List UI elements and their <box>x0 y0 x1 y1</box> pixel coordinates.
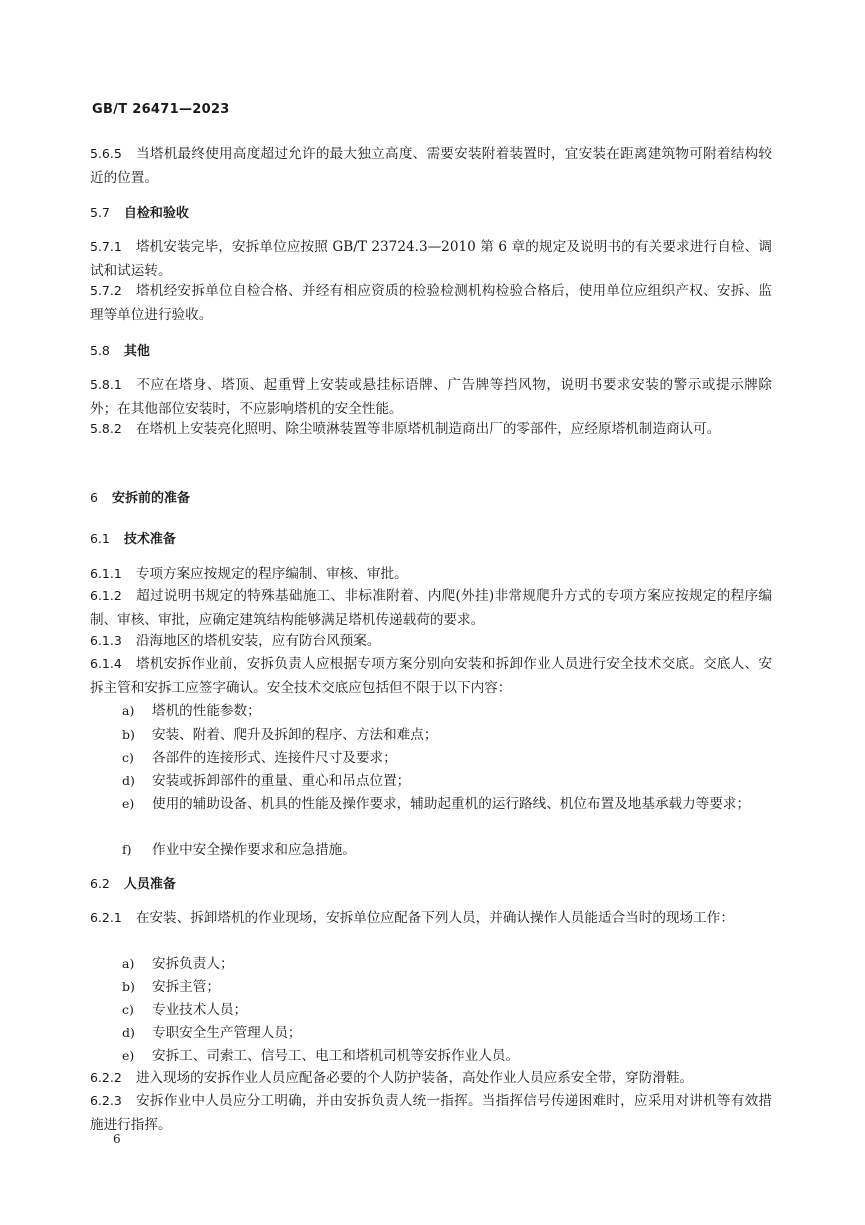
clause-number: 6.1.1 <box>90 566 122 581</box>
standard-number: GB/T 26471—2023 <box>92 102 230 117</box>
clause-number: 5.7.2 <box>90 283 122 298</box>
clause-number: 6.1.2 <box>90 588 122 603</box>
list-marker: e) <box>122 796 135 811</box>
clause-6-1-1 <box>90 562 772 586</box>
heading-6-2 <box>90 872 772 897</box>
list-text: 安装或拆卸部件的重量、重心和吊点位置； <box>152 773 411 789</box>
list-marker: a) <box>122 956 135 971</box>
list-item <box>122 792 772 816</box>
heading-title: 其他 <box>123 344 150 359</box>
clause-5-7-2 <box>90 279 772 327</box>
clause-6-2-1 <box>90 906 772 930</box>
clause-text: 超过说明书规定的特殊基础施工、非标准附着、内爬(外挂)非常规爬升方式的专项方案应按规定的程序编制、审核、审批，应确定建筑结构能够满足塔机传递载荷的要求。 <box>90 588 772 628</box>
list-item <box>122 1021 772 1045</box>
list-text: 作业中安全操作要求和应急措施。 <box>152 842 356 858</box>
clause-number: 6.2.1 <box>90 910 122 925</box>
clause-5-8-2 <box>90 417 772 441</box>
list-item <box>122 998 772 1022</box>
list-text: 使用的辅助设备、机具的性能及操作要求，辅助起重机的运行路线、机位布置及地基承载力等要求； <box>152 796 751 812</box>
heading-number: 5.8 <box>90 343 110 358</box>
list-marker: a) <box>122 703 135 718</box>
heading-title: 自检和验收 <box>123 206 189 221</box>
heading-6-1 <box>90 527 772 552</box>
heading-number: 6.2 <box>90 876 110 891</box>
list-text: 安拆主管； <box>152 979 220 995</box>
clause-5-8-1 <box>90 373 772 421</box>
list-marker: c) <box>122 750 134 765</box>
clause-number: 5.6.5 <box>90 146 122 161</box>
clause-text: 在安装、拆卸塔机的作业现场，安拆单位应配备下列人员，并确认操作人员能适合当时的现场工作： <box>135 910 734 926</box>
list-text: 安装、附着、爬升及拆卸的程序、方法和难点； <box>152 727 438 743</box>
list-text: 安拆负责人； <box>152 956 234 972</box>
clause-number: 5.8.2 <box>90 421 122 436</box>
list-text: 安拆工、司索工、信号工、电工和塔机司机等安拆作业人员。 <box>152 1048 520 1064</box>
heading-number: 6 <box>90 490 98 505</box>
clause-number: 6.1.3 <box>90 633 122 648</box>
list-marker: d) <box>122 1025 135 1040</box>
list-item <box>122 746 772 770</box>
clause-6-2-3 <box>90 1089 772 1137</box>
heading-5-7 <box>90 201 772 226</box>
list-item <box>122 838 772 862</box>
clause-text: 塔机安装完毕，安拆单位应按照 GB/T 23724.3—2010 第 6 章的规定及说明书的有关要求进行自检、调试和试运转。 <box>90 239 772 279</box>
list-marker: c) <box>122 1002 134 1017</box>
clause-5-6-5 <box>90 142 772 190</box>
clause-text: 不应在塔身、塔顶、起重臂上安装或悬挂标语牌、广告牌等挡风物，说明书要求安装的警示或提示牌除外；在其他部位安装时，不应影响塔机的安全性能。 <box>90 377 772 417</box>
clause-number: 5.7.1 <box>90 239 122 254</box>
clause-6-1-2 <box>90 584 772 632</box>
clause-text: 塔机经安拆单位自检合格、并经有相应资质的检验检测机构检验合格后，使用单位应组织产权、安拆、监理等单位进行验收。 <box>90 283 772 323</box>
clause-number: 5.8.1 <box>90 377 122 392</box>
list-text: 塔机的性能参数； <box>152 703 261 719</box>
list-text: 专职安全生产管理人员； <box>152 1025 302 1041</box>
heading-5-8 <box>90 339 772 364</box>
clause-text: 进入现场的安拆作业人员应配备必要的个人防护装备，高处作业人员应系安全带，穿防滑鞋。 <box>135 1070 694 1086</box>
clause-text: 在塔机上安装亮化照明、除尘喷淋装置等非原塔机制造商出厂的零部件，应经原塔机制造商认可。 <box>135 421 721 437</box>
list-marker: b) <box>122 979 135 994</box>
clause-number: 6.2.3 <box>90 1093 122 1108</box>
clause-number: 6.2.2 <box>90 1070 122 1085</box>
list-marker: e) <box>122 1048 135 1063</box>
list-item <box>122 975 772 999</box>
clause-text: 当塔机最终使用高度超过允许的最大独立高度、需要安装附着装置时，宜安装在距离建筑物可附着结构较近的位置。 <box>90 146 772 186</box>
heading-number: 5.7 <box>90 205 110 220</box>
list-text: 专业技术人员； <box>152 1002 248 1018</box>
clause-text: 安拆作业中人员应分工明确，并由安拆负责人统一指挥。当指挥信号传递困难时，应采用对讲机等有效措施进行指挥。 <box>90 1093 772 1133</box>
clause-text: 塔机安拆作业前，安拆负责人应根据专项方案分别向安装和拆卸作业人员进行安全技术交底。交底人、安拆主管和安拆工应签字确认。安全技术交底应包括但不限于以下内容： <box>90 656 772 696</box>
clause-5-7-1 <box>90 235 772 283</box>
clause-text: 沿海地区的塔机安装，应有防台风预案。 <box>135 633 381 649</box>
clause-6-2-2 <box>90 1066 772 1090</box>
list-item <box>122 1044 772 1068</box>
list-marker: d) <box>122 773 135 788</box>
list-item <box>122 699 772 723</box>
heading-number: 6.1 <box>90 531 110 546</box>
clause-text: 专项方案应按规定的程序编制、审核、审批。 <box>135 566 408 582</box>
heading-title: 人员准备 <box>123 877 176 892</box>
list-item <box>122 723 772 747</box>
clause-6-1-4 <box>90 652 772 700</box>
heading-title: 技术准备 <box>123 532 176 547</box>
page-number: 6 <box>113 1132 121 1146</box>
list-item <box>122 769 772 793</box>
list-marker: b) <box>122 727 135 742</box>
list-item <box>122 952 772 976</box>
clause-6-1-3 <box>90 629 772 653</box>
heading-6 <box>90 486 772 511</box>
heading-title: 安拆前的准备 <box>111 491 190 506</box>
list-marker: f) <box>122 842 132 857</box>
clause-number: 6.1.4 <box>90 656 122 671</box>
list-text: 各部件的连接形式、连接件尺寸及要求； <box>152 750 397 766</box>
